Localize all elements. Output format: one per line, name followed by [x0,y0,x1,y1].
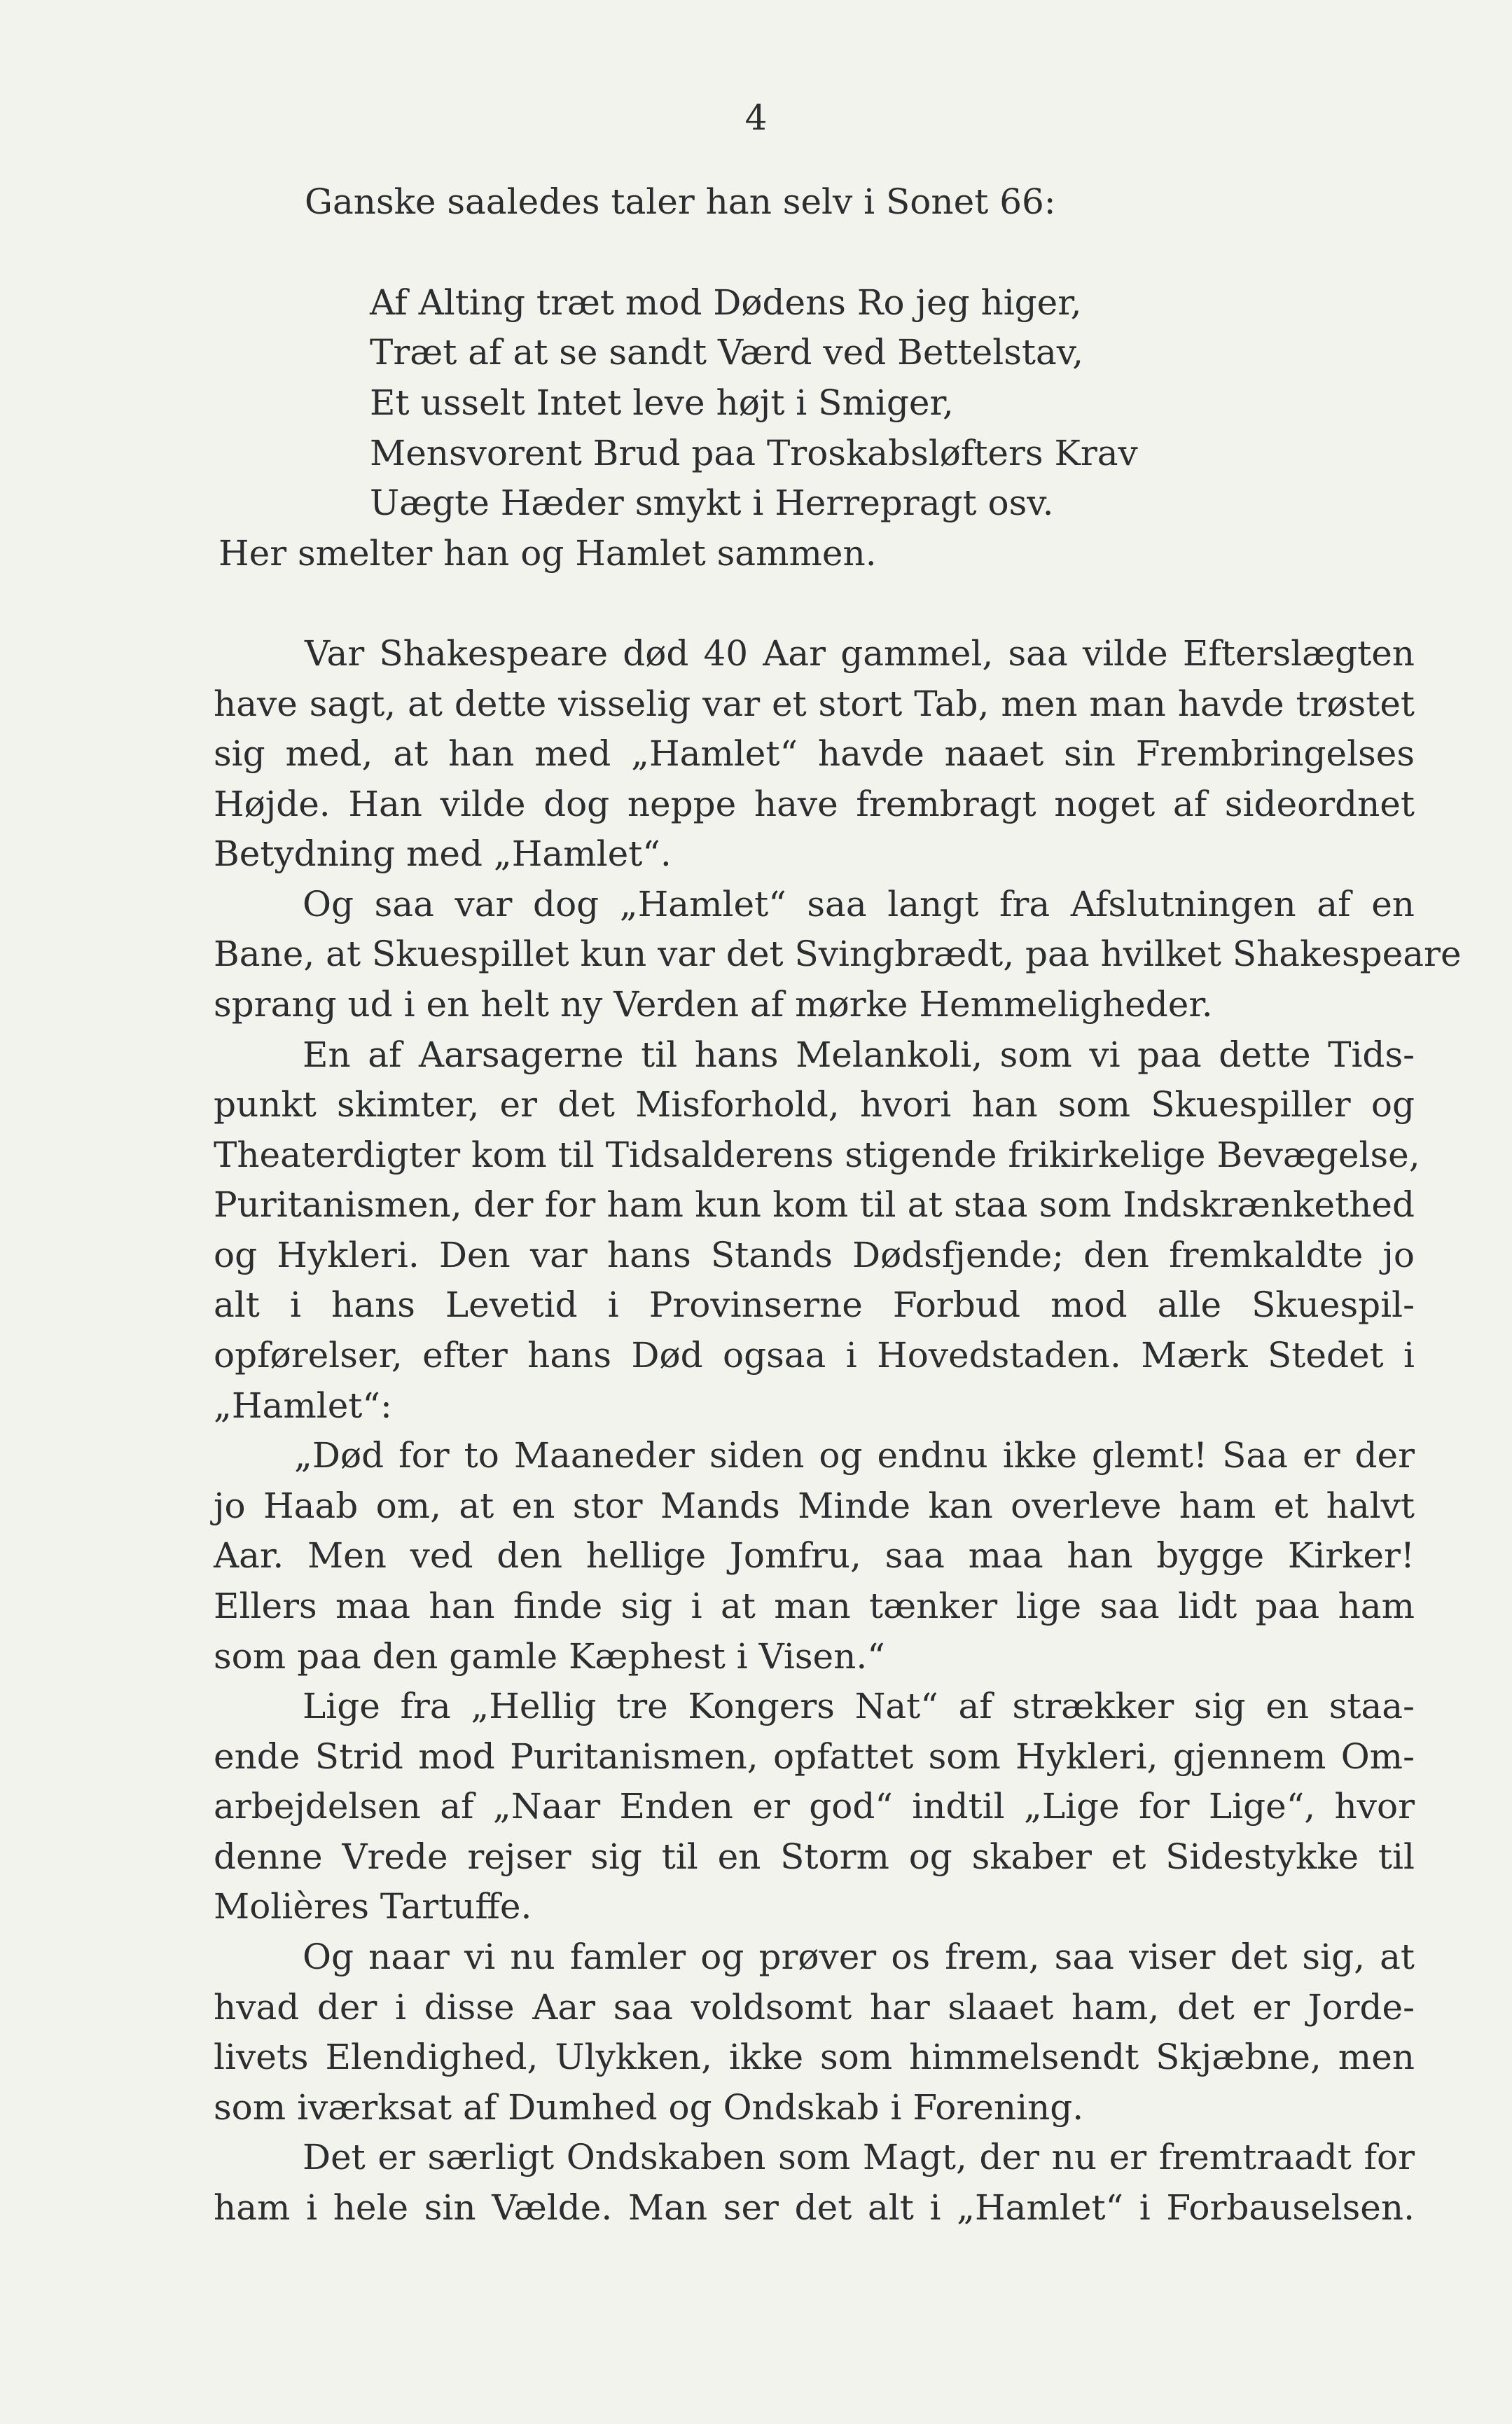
text-line: Var Shakespeare død 40 Aar gammel, saa vilde Efterslægten [305,633,1415,674]
text-line: Og saa var dog „Hamlet“ saa langt fra Afslutningen af en [303,884,1415,924]
text-line: Theaterdigter kom til Tidsalderens stigende frikirkelige Bevægelse, [214,1135,1420,1175]
text-line: sig med, at han med „Hamlet“ havde naaet sin Frembringelses [214,733,1415,774]
text-line: Bane, at Skuespillet kun var det Svingbrædt, paa hvilket Shakespeare [214,934,1462,974]
intro-line: Ganske saaledes taler han selv i Sonet 66: [305,181,1056,222]
quote-line: „Død for to Maaneder siden og endnu ikke glemt! Saa er der [294,1435,1415,1476]
page-number: 4 [744,97,768,138]
text-line: Højde. Han vilde dog neppe have frembragt noget af sideordnet [214,784,1415,824]
text-line: som iværksat af Dumhed og Ondskab i Forening. [214,2087,1084,2128]
text-line: denne Vrede rejser sig til en Storm og skaber et Sidestykke til [214,1836,1415,1877]
text-line: Og naar vi nu famler og prøver os frem, saa viser det sig, at [303,1937,1415,1977]
text-line: Molières Tartuffe. [214,1886,532,1927]
quote-line: Ellers maa han finde sig i at man tænker lige saa lidt paa ham [214,1586,1415,1626]
text-line: „Hamlet“: [214,1385,392,1426]
text-line: ende Strid mod Puritanismen, opfattet som Hykleri, gjennem Om- [214,1736,1415,1777]
text-line: ham i hele sin Vælde. Man ser det alt i „Hamlet“ i Forbauselsen. [214,2187,1415,2228]
text-line: opførelser, efter hans Død ogsaa i Hovedstaden. Mærk Stedet i [214,1335,1415,1376]
text-line: En af Aarsagerne til hans Melankoli, som vi paa dette Tids- [303,1034,1415,1075]
verse-line: Uægte Hæder smykt i Herrepragt osv. [370,483,1054,523]
verse-line: Et usselt Intet leve højt i Smiger, [370,382,954,423]
quote-line: Aar. Men ved den hellige Jomfru, saa maa han bygge Kirker! [214,1535,1415,1576]
text-line: arbejdelsen af „Naar Enden er god“ indtil „Lige for Lige“, hvor [214,1786,1415,1827]
verse-line: Af Alting træt mod Dødens Ro jeg higer, [370,282,1082,323]
text-line: livets Elendighed, Ulykken, ikke som himmelsendt Skjæbne, men [214,2037,1415,2077]
text-line: Lige fra „Hellig tre Kongers Nat“ af strækker sig en staa- [303,1686,1415,1726]
quote-line: som paa den gamle Kæphest i Visen.“ [214,1636,885,1677]
text-line: Det er særligt Ondskaben som Magt, der nu er fremtraadt for [303,2137,1415,2177]
text-line: Betydning med „Hamlet“. [214,833,672,874]
verse-line: Mensvorent Brud paa Troskabsløfters Krav [370,433,1138,473]
text-line: sprang ud i en helt ny Verden af mørke Hemmeligheder. [214,984,1213,1025]
text-line: punkt skimter, er det Misforhold, hvori han som Skuespiller og [214,1084,1415,1125]
text-line: hvad der i disse Aar saa voldsomt har slaaet ham, det er Jorde- [214,1987,1415,2028]
quote-line: jo Haab om, at en stor Mands Minde kan overleve ham et halvt [214,1485,1415,1526]
text-line: alt i hans Levetid i Provinserne Forbud mod alle Skuespil- [214,1284,1415,1325]
text-line: Her smelter han og Hamlet sammen. [219,533,877,574]
verse-line: Træt af at se sandt Værd ved Bettelstav, [370,332,1083,373]
text-line: have sagt, at dette visselig var et stort Tab, men man havde trøstet [214,684,1415,724]
text-line: og Hykleri. Den var hans Stands Dødsfjende; den fremkaldte jo [214,1235,1415,1275]
text-line: Puritanismen, der for ham kun kom til at staa som Indskrænkethed [214,1184,1415,1225]
